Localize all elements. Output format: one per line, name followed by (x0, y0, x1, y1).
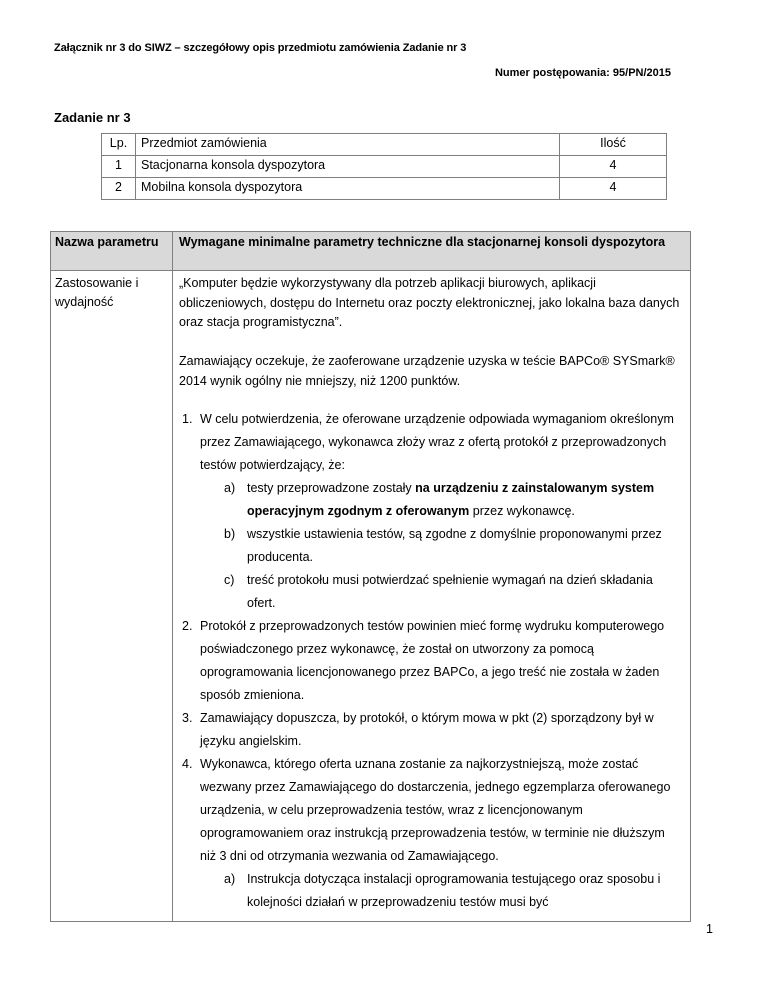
cell-item: Mobilna konsola dyspozytora (136, 178, 560, 200)
list-item (179, 615, 684, 707)
header-requirements: Wymagane minimalne parametry techniczne dla stacjonarnej konsoli dyspozytora (179, 235, 666, 249)
benchmark-expectation: Zamawiający oczekuje, że zaoferowane urządzenie uzyska w teście BAPCo® SYSmark® 2014 wynik ogólny nie mniejszy, niż 1200 punktów. (179, 354, 675, 388)
list-item-text: W celu potwierdzenia, że oferowane urządzenie odpowiada wymaganiom określonym przez Zamawiającego, wykonawca złoży wraz z ofertą protokół z przeprowadzonych testów potwierdzający, że: (200, 412, 674, 472)
cell-item: Stacjonarna konsola dyspozytora (136, 156, 560, 178)
document-header: Załącznik nr 3 do SIWZ – szczegółowy opis przedmiotu zamówienia Zadanie nr 3 (54, 42, 467, 54)
column-divider (172, 232, 173, 921)
usage-description: „Komputer będzie wykorzystywany dla potrzeb aplikacji biurowych, aplikacji obliczeniowych, dostępu do Internetu oraz poczty elektronicznej, jako lokalna baza danych oraz stacja programistyczna”. (179, 276, 680, 329)
sub-item-text: Instrukcja dotycząca instalacji oprogramowania testującego oraz sposobu i kolejności działań w przeprowadzeniu testów musi być (247, 872, 661, 909)
parameter-table (50, 231, 691, 922)
sub-item-text: wszystkie ustawienia testów, są zgodne z domyślnie proponowanymi przez producenta. (247, 527, 662, 564)
cell-qty: 4 (560, 156, 667, 178)
sub-list-item (179, 477, 684, 523)
sub-list-marker: a) (224, 872, 236, 886)
parameter-name: Zastosowanie i wydajność (55, 276, 139, 309)
list-item (179, 753, 684, 914)
list-item (179, 707, 684, 753)
parameter-requirements (179, 274, 684, 914)
sub-list-item (179, 523, 684, 569)
sub-list-marker: a) (224, 481, 236, 495)
list-marker: 2. (182, 619, 193, 633)
sub-list-item (179, 569, 684, 615)
summary-table (101, 133, 667, 200)
sub-list-item (179, 868, 684, 914)
table-row (102, 178, 667, 200)
sub-item-text-end: przez wykonawcę. (469, 504, 575, 518)
list-marker: 1. (182, 412, 193, 426)
sub-item-text: treść protokołu musi potwierdzać spełnienie wymagań na dzień składania ofert. (247, 573, 653, 610)
column-header-item: Przedmiot zamówienia (136, 134, 560, 156)
list-item-text: Zamawiający dopuszcza, by protokół, o którym mowa w pkt (2) sporządzony był w języku angielskim. (200, 711, 654, 748)
cell-lp: 2 (102, 178, 136, 200)
header-parameter-name: Nazwa parametru (55, 235, 159, 249)
sub-list-marker: b) (224, 527, 236, 541)
summary-header-row (102, 134, 667, 156)
section-title: Zadanie nr 3 (54, 110, 131, 125)
cell-qty: 4 (560, 178, 667, 200)
list-item (179, 408, 684, 615)
sub-list-marker: c) (224, 573, 235, 587)
sub-item-bold-text: na urządzeniu z zainstalowanym system operacyjnym zgodnym z oferowanym (247, 481, 655, 518)
column-header-qty: Ilość (560, 134, 667, 156)
list-item-text: Wykonawca, którego oferta uznana zostanie za najkorzystniejszą, może zostać wezwany przez Zamawiającego do dostarczenia, jednego egzemplarza oferowanego urządzenia, w celu przeprowadzenia testów, wraz z licencjonowanym oprogramowaniem oraz instrukcją przeprowadzenia testów, w terminie nie dłuższym niż 3 dni od otrzymania wezwania od Zamawiającego. (200, 757, 671, 863)
list-item-text: Protokół z przeprowadzonych testów powinien mieć formę wydruku komputerowego poświadczonego przez wykonawcę, że został on utworzony za pomocą oprogramowania licencjonowanego przez BAPCo, a jego treść nie została w żaden sposób zmieniona. (200, 619, 665, 702)
table-row (102, 156, 667, 178)
sub-list (200, 477, 684, 615)
sub-list (200, 868, 684, 914)
list-marker: 4. (182, 757, 193, 771)
requirements-list (179, 408, 684, 914)
case-number: Numer postępowania: 95/PN/2015 (494, 67, 671, 79)
list-marker: 3. (182, 711, 193, 725)
column-header-lp: Lp. (102, 134, 136, 156)
cell-lp: 1 (102, 156, 136, 178)
page-number: 1 (706, 922, 713, 936)
sub-item-text: testy przeprowadzone zostały (247, 481, 416, 495)
